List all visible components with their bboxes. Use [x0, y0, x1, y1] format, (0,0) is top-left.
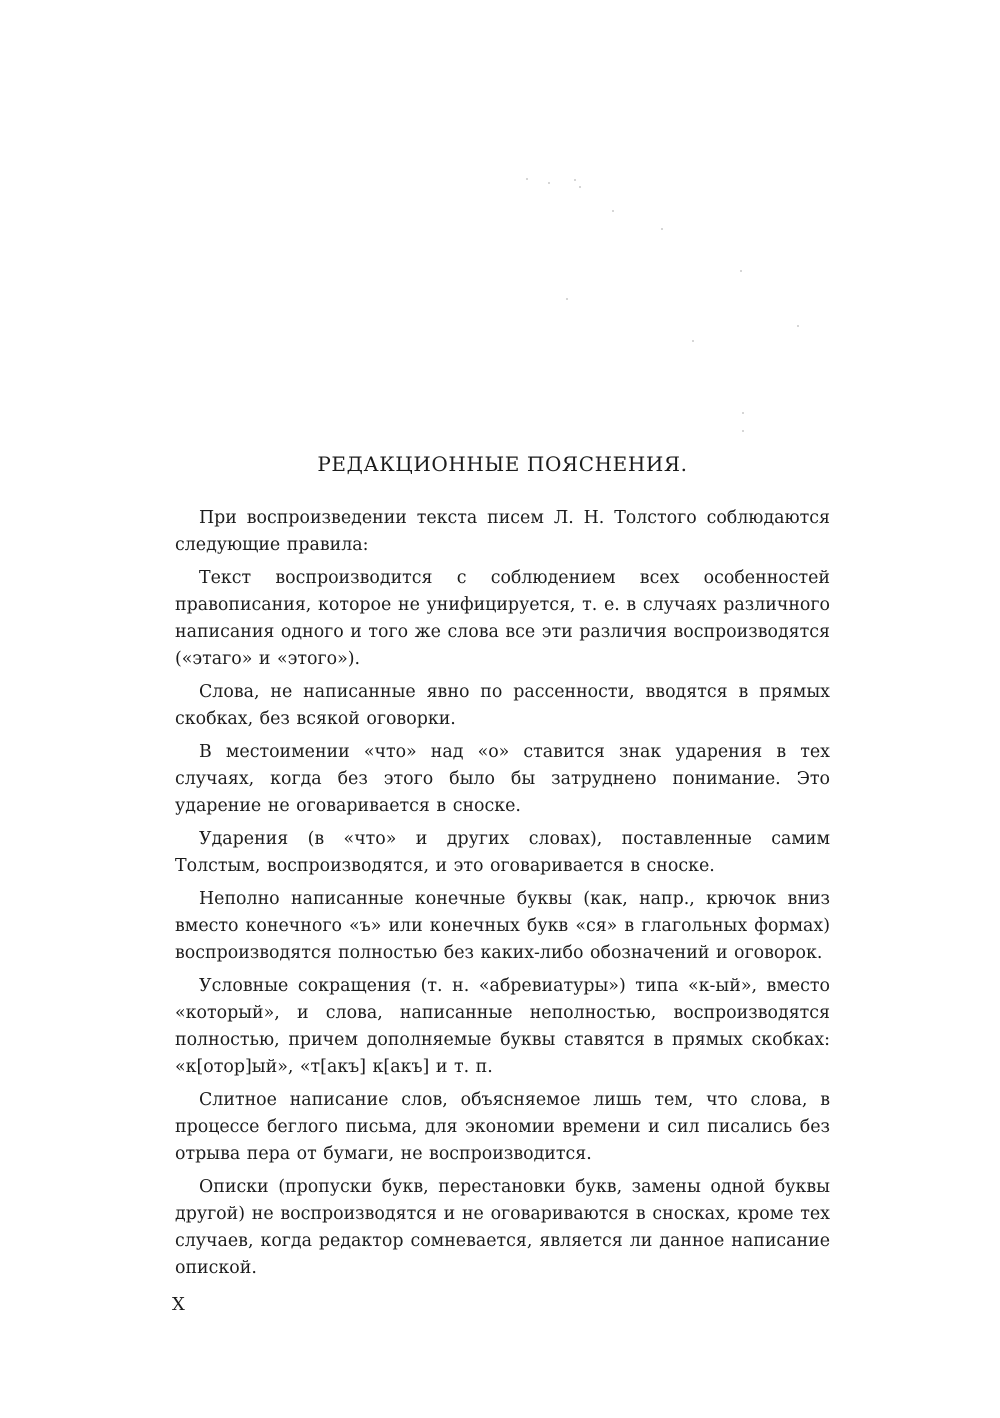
- body-text: [175, 505, 830, 1288]
- page-title: РЕДАКЦИОННЫЕ ПОЯСНЕНИЯ.: [317, 452, 688, 476]
- paragraph: Ударения (в «что» и других словах), поставленные самим Толстым, воспроизводятся, и это оговаривается в сноске.: [175, 829, 830, 876]
- paragraph: При воспроизведении текста писем Л. Н. Толстого соблюдаются следующие правила:: [175, 508, 830, 555]
- paragraph: Слитное написание слов, объясняемое лишь тем, что слова, в процессе беглого письма, для экономии времени и сил писались без отрыва пера от бумаги, не воспроизводится.: [175, 1090, 830, 1164]
- paragraph: Условные сокращения (т. н. «абревиатуры») типа «к-ый», вместо «который», и слова, написанные неполностью, воспроизводятся полностью, причем дополняемые буквы ставятся в прямых скобках: «к[отор]ый», «т[акъ] к[акъ] и т. п.: [175, 976, 830, 1077]
- paragraph: Слова, не написанные явно по рассенности, вводятся в прямых скобках, без всякой оговорки.: [175, 682, 830, 729]
- paragraph: Описки (пропуски букв, перестановки букв, замены одной буквы другой) не воспроизводятся и не оговариваются в сносках, кроме тех случаев, когда редактор сомневается, является ли данное написание опиской.: [175, 1177, 830, 1278]
- page-number: X: [172, 1294, 185, 1315]
- paragraph: Неполно написанные конечные буквы (как, напр., крючок вниз вместо конечного «ъ» или конечных букв «ся» в глагольных формах) воспроизводятся полностью без каких-либо обозначений и оговорок.: [175, 889, 830, 963]
- paragraph: В местоимении «что» над «о» ставится знак ударения в тех случаях, когда без этого было бы затруднено понимание. Это ударение не оговаривается в сноске.: [175, 742, 830, 816]
- paragraph: Текст воспроизводится с соблюдением всех особенностей правописания, которое не унифицируется, т. е. в случаях различного написания одного и того же слова все эти различия воспроизводятся («этаго» и «этого»).: [175, 568, 830, 669]
